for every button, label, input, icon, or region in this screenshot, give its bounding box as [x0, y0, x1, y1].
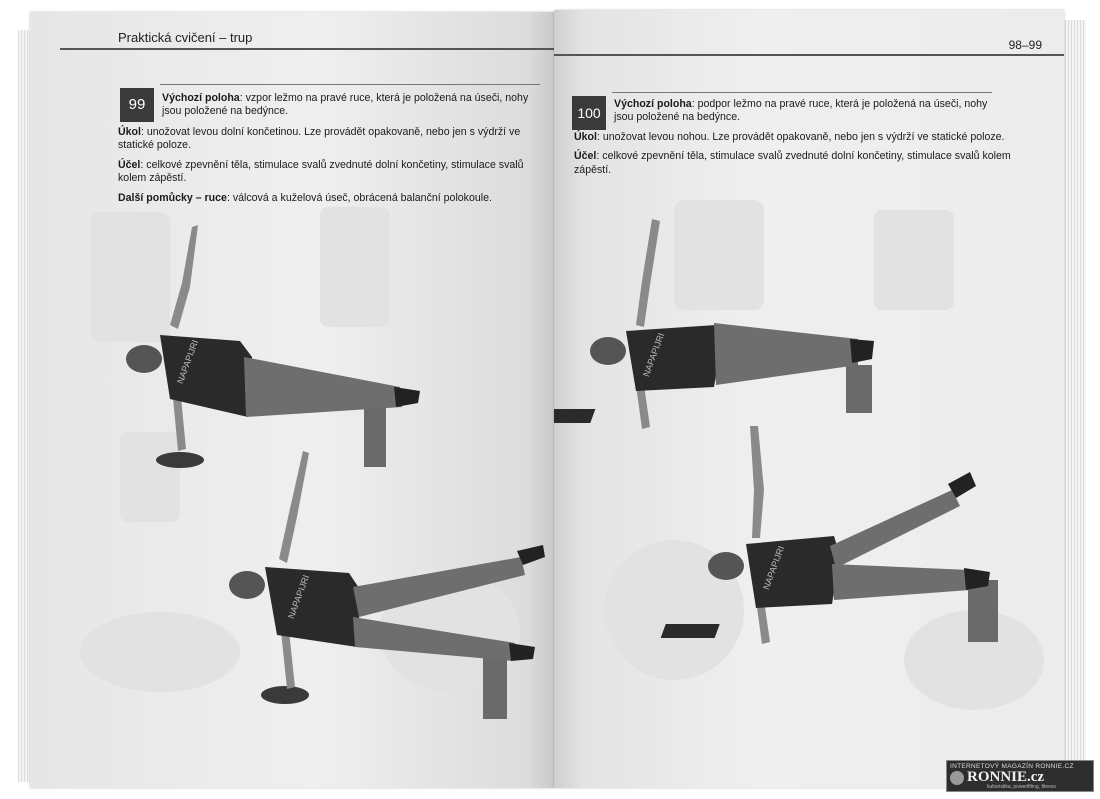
person-side-plank-leg-raise-icon: [225, 447, 545, 727]
shirt-print: NAPAPIJRI: [286, 573, 312, 621]
running-head-right: 98–99: [1008, 38, 1042, 52]
purpose-label: Účel: [574, 150, 597, 163]
task-label: Úkol: [574, 131, 597, 143]
ronnie-logo: [946, 760, 1094, 792]
right-page: [554, 10, 1064, 788]
aids-label: Další pomůcky – ruce: [118, 191, 227, 204]
shirt-print: NAPAPIJRI: [175, 338, 201, 386]
start-position-label: Výchozí poloha: [162, 92, 240, 104]
exercise-rule-right: [612, 92, 992, 93]
left-page: [30, 12, 554, 788]
exercise-100-description: [614, 98, 1006, 131]
purpose-text: : celkové zpevnění těla, stimulace svalů zvednuté dolní končetiny, stimulace svalů kolem zápěstí.: [118, 158, 524, 185]
purpose-text: : celkové zpevnění těla, stimulace svalů zvednuté dolní končetiny, stimulace svalů kolem zápěstí.: [574, 150, 1011, 176]
task-text: : unožovat levou dolní končetinou. Lze provádět opakovaně, nebo jen s výdrží ve statické poloze.: [118, 126, 521, 152]
exercise-number-99: 99: [120, 88, 154, 122]
shirt-print: NAPAPIJRI: [641, 331, 667, 379]
exercise-rule-left: [160, 84, 540, 85]
start-position-text: : vzpor ležmo na pravé ruce, která je položená na úseči, nohy jsou položené na bedýnce.: [162, 92, 529, 118]
bodybuilder-logo-icon: [950, 771, 964, 785]
task-label: Úkol: [118, 126, 141, 138]
start-position-label: Výchozí poloha: [614, 98, 692, 110]
aids-text: : válcová a kuželová úseč, obrácená balanční polokoule.: [226, 191, 492, 204]
logo-top-line: INTERNETOVÝ MAGAZÍN RONNIE.CZ: [950, 763, 1074, 770]
logo-tagline: kulturistika, powerlifting, fitness: [987, 784, 1056, 790]
exercise-100-details: [574, 131, 1014, 183]
exercise-99-description: [162, 92, 544, 124]
shirt-print: NAPAPIJRI: [761, 544, 787, 592]
exercise-number-100: 100: [572, 96, 606, 130]
header-rule-right: [554, 54, 1064, 56]
task-text: : unožovat levou nohou. Lze provádět opakovaně, nebo jen s výdrží ve statické poloze.: [596, 131, 1005, 143]
person-side-plank-icon: [120, 217, 420, 477]
exercise-99-details: [118, 126, 546, 211]
person-side-plank-leg-raise-icon: [704, 420, 1004, 660]
header-rule-left: [60, 48, 554, 50]
running-head-left: Praktická cvičení – trup: [118, 30, 253, 45]
logo-brand: RONNIE.cz: [967, 769, 1045, 785]
person-side-plank-icon: [588, 215, 888, 435]
purpose-label: Účel: [118, 158, 141, 171]
start-position-text: : podpor ležmo na pravé ruce, která je položená na úseči, nohy jsou položené na bedýnce.: [614, 98, 988, 124]
